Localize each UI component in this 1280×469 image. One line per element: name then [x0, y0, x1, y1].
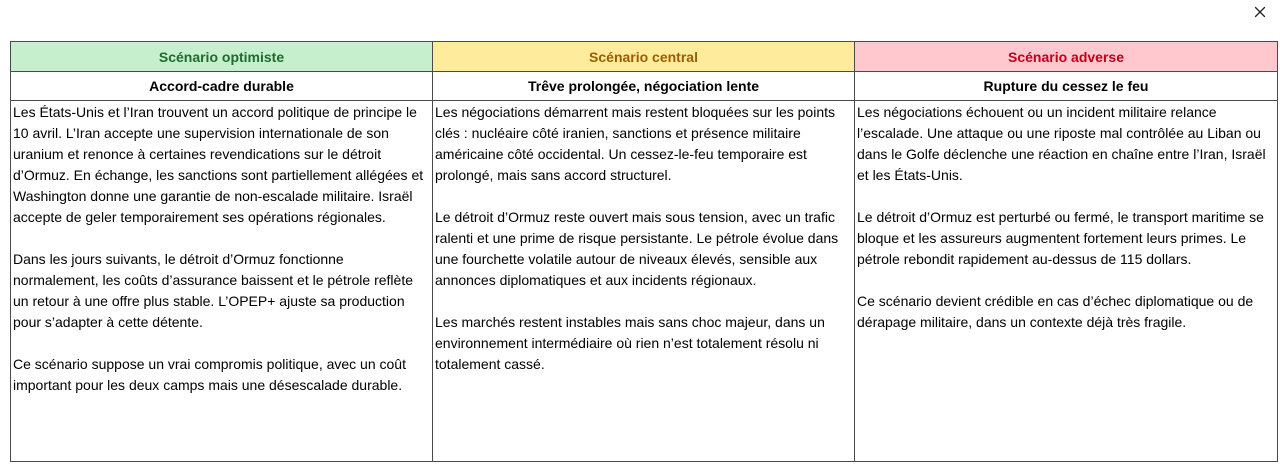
paragraph: Les marchés restent instables mais sans choc majeur, dans un environnement intermédiaire où rien n’est totalement résolu ni totalement cassé. — [435, 314, 825, 372]
paragraph: Les négociations échouent ou un incident militaire relance l’escalade. Une attaque ou une riposte mal contrôlée au Liban ou dans le Golfe déclenche une réaction en chaîne entre l’Iran, Israël et les États-Unis. — [857, 104, 1266, 183]
header-central: Scénario central — [433, 42, 855, 72]
body-row — [11, 101, 1278, 462]
paragraph: Ce scénario suppose un vrai compromis politique, avec un coût important pour les deux camps mais une désescalade durable. — [13, 356, 406, 393]
body-optimistic — [11, 101, 433, 462]
body-central — [433, 101, 855, 462]
paragraph: Les États-Unis et l’Iran trouvent un accord politique de principe le 10 avril. L’Iran accepte une supervision internationale de son uranium et renonce à certaines revendications sur le détroit d’Ormuz. En échange, les sanctions sont partiellement allégées et Washington donne une garantie de non-escalade militaire. Israël accepte de geler temporairement ses opérations régionales. — [13, 104, 424, 225]
paragraph: Ce scénario devient crédible en cas d’échec diplomatique ou de dérapage militaire, dans un contexte déjà très fragile. — [857, 293, 1254, 330]
header-optimistic: Scénario optimiste — [11, 42, 433, 72]
header-adverse: Scénario adverse — [855, 42, 1278, 72]
subtitle-row — [11, 72, 1278, 101]
paragraph: Le détroit d’Ormuz est perturbé ou fermé, le transport maritime se bloque et les assureurs augmentent fortement leurs primes. Le pétrole rebondit rapidement au-dessus de 115 dollars. — [857, 209, 1264, 267]
scenario-table — [10, 41, 1278, 462]
subtitle-optimistic: Accord-cadre durable — [11, 72, 433, 101]
subtitle-central: Trêve prolongée, négociation lente — [433, 72, 855, 101]
close-button[interactable] — [1251, 3, 1269, 21]
paragraph: Dans les jours suivants, le détroit d’Ormuz fonctionne normalement, les coûts d’assurance baissent et le pétrole reflète un retour à une offre plus stable. L’OPEP+ ajuste sa production pour s’adapter à cette détente. — [13, 251, 413, 330]
close-icon — [1254, 6, 1266, 18]
paragraph: Les négociations démarrent mais restent bloquées sur les points clés : nucléaire côté iranien, sanctions et présence militaire américaine côté occidental. Un cessez-le-feu temporaire est prolongé, mais sans accord structurel. — [435, 104, 835, 183]
subtitle-adverse: Rupture du cessez le feu — [855, 72, 1278, 101]
header-row — [11, 42, 1278, 72]
paragraph: Le détroit d’Ormuz reste ouvert mais sous tension, avec un trafic ralenti et une prime de risque persistante. Le pétrole évolue dans une fourchette volatile autour de niveaux élevés, sensible aux annonces diplomatiques et aux incidents régionaux. — [435, 209, 839, 288]
body-adverse — [855, 101, 1278, 462]
